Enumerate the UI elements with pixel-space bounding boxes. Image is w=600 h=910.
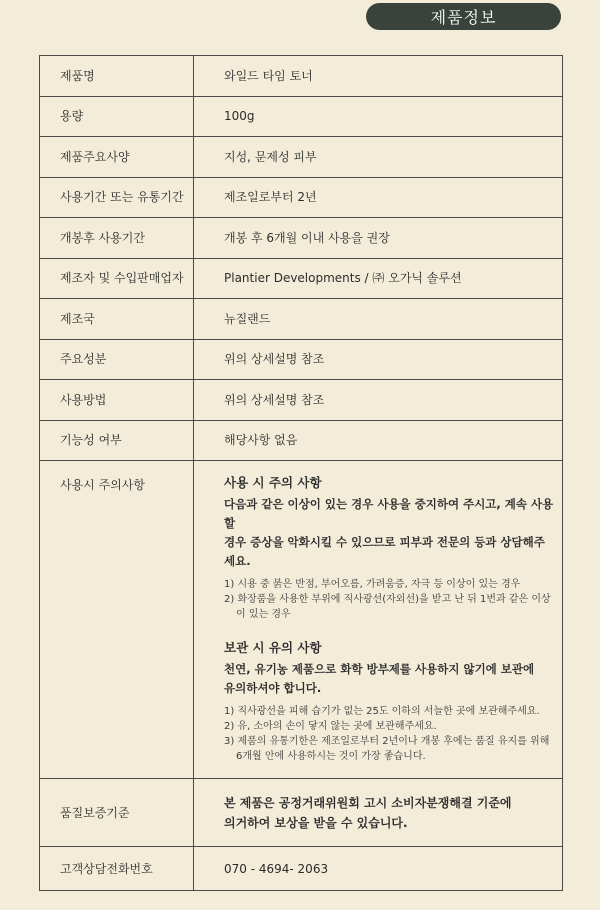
contact-row	[40, 847, 563, 891]
usage-caution-list	[224, 577, 554, 622]
usage-caution-lead: 경우 증상을 악화시킬 수 있으므로 피부과 전문의 등과 상담해주세요.	[224, 535, 545, 568]
list-item: 3) 제품의 유통기한은 제조일로부터 2년이나 개봉 후에는 품질 유지를 위해 6개월 안에 사용하시는 것이 가장 좋습니다.	[224, 736, 550, 762]
usage-caution-title: 사용 시 주의 사항	[224, 475, 322, 490]
table-row	[40, 177, 563, 218]
phone-number: 070 - 4694- 2063	[194, 847, 563, 891]
row-label: 고객상담전화번호	[40, 847, 194, 891]
row-label: 용량	[40, 96, 194, 137]
product-info-table	[39, 55, 563, 891]
list-item: 1) 시용 중 붉은 반점, 부어오름, 가려움증, 자극 등 이상이 있는 경우	[224, 579, 521, 590]
row-label: 기능성 여부	[40, 420, 194, 461]
row-value: 위의 상세설명 참조	[194, 339, 563, 380]
table-row	[40, 137, 563, 178]
row-value: 해당사항 없음	[194, 420, 563, 461]
storage-caution-lead: 유의하셔야 합니다.	[224, 681, 322, 695]
row-label: 제조국	[40, 299, 194, 340]
table-row	[40, 420, 563, 461]
row-value: 100g	[194, 96, 563, 137]
section-title: 제품정보	[366, 3, 561, 30]
table-row	[40, 56, 563, 97]
caution-content	[194, 461, 563, 779]
row-label: 주요성분	[40, 339, 194, 380]
storage-caution-title: 보관 시 유의 사항	[224, 640, 322, 655]
row-value: 지성, 문제성 피부	[194, 137, 563, 178]
table-row	[40, 380, 563, 421]
usage-caution-lead: 다음과 같은 이상이 있는 경우 사용을 중지하여 주시고, 계속 사용할	[224, 497, 554, 530]
row-value: 개봉 후 6개월 이내 사용을 권장	[194, 218, 563, 259]
list-item: 2) 유, 소아의 손이 닿지 않는 곳에 보관해주세요.	[224, 721, 437, 732]
row-value: 와일드 타임 토너	[194, 56, 563, 97]
quality-text: 의거하여 보상을 받을 수 있습니다.	[224, 815, 408, 830]
row-label: 사용시 주의사항	[40, 461, 194, 779]
row-label: 제조자 및 수입판매업자	[40, 258, 194, 299]
table-row	[40, 258, 563, 299]
caution-row	[40, 461, 563, 779]
storage-caution-lead: 천연, 유기농 제품으로 화학 방부제를 사용하지 않기에 보관에	[224, 662, 535, 676]
table-row	[40, 96, 563, 137]
table-row	[40, 299, 563, 340]
quality-row	[40, 779, 563, 847]
list-item: 1) 직사광선을 피해 습기가 없는 25도 이하의 서늘한 곳에 보관해주세요.	[224, 706, 540, 717]
list-item: 2) 화장품을 사용한 부위에 직사광선(자외선)을 받고 난 뒤 1번과 같은 이상이 있는 경우	[224, 594, 551, 620]
row-label: 품질보증기준	[40, 779, 194, 847]
table-row	[40, 218, 563, 259]
row-label: 사용기간 또는 유통기간	[40, 177, 194, 218]
row-label: 제품주요사양	[40, 137, 194, 178]
table-row	[40, 339, 563, 380]
row-value: 뉴질랜드	[194, 299, 563, 340]
row-label: 사용방법	[40, 380, 194, 421]
quality-text: 본 제품은 공정거래위원회 고시 소비자분쟁해결 기준에	[224, 795, 512, 810]
row-value: Plantier Developments / ㈜ 오가닉 솔루션	[194, 258, 563, 299]
row-value: 제조일로부터 2년	[194, 177, 563, 218]
quality-content	[194, 779, 563, 847]
row-label: 개봉후 사용기간	[40, 218, 194, 259]
row-value: 위의 상세설명 참조	[194, 380, 563, 421]
row-label: 제품명	[40, 56, 194, 97]
storage-caution-list	[224, 704, 554, 764]
